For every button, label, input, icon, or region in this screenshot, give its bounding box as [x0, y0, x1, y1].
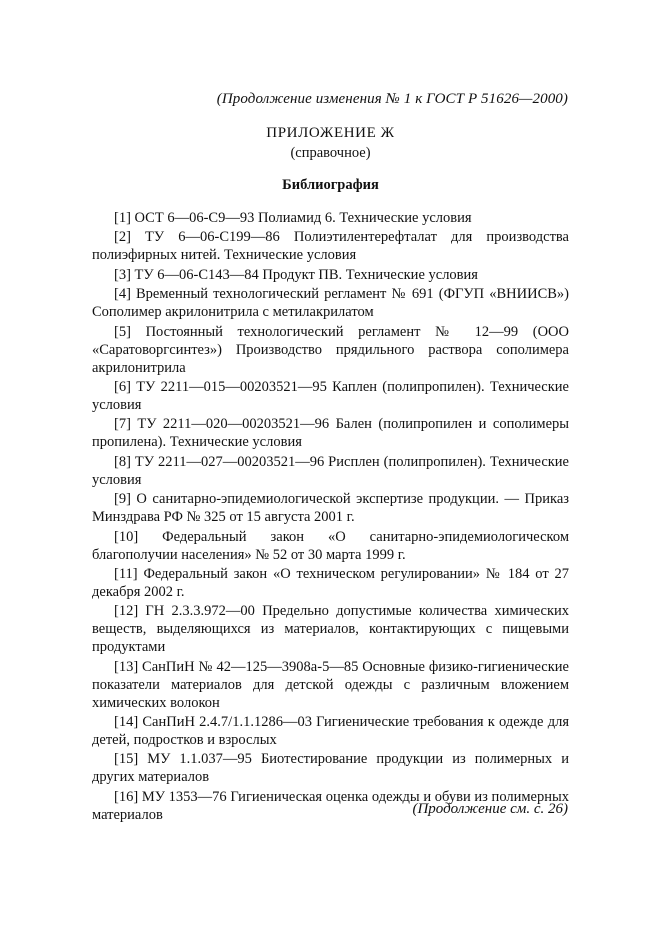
bibliography-item: [11] Федеральный закон «О техническом регулировании» № 184 от 27 декабря 2002 г. — [92, 565, 569, 600]
bibliography-item: [5] Постоянный технологический регламент № 12—99 (ООО «Саратоворгсинтез») Производство прядильного раствора сополимера акрилонитрила — [92, 323, 569, 376]
bibliography-item: [9] О санитарно-эпидемиологической экспертизе продукции. — Приказ Минздрава РФ № 325 от 15 августа 2001 г. — [92, 491, 569, 526]
bibliography-item: [16] МУ 1353—76 Гигиеническая оценка одежды и обуви из полимерных материалов — [92, 788, 569, 823]
bibliography-heading: Библиография — [282, 177, 379, 193]
bibliography-item: [15] МУ 1.1.037—95 Биотестирование продукции из полимерных и других материалов — [92, 751, 569, 786]
bibliography-item: [1] ОСТ 6—06-С9—93 Полиамид 6. Технические условия — [114, 210, 472, 226]
bibliography-list — [92, 209, 569, 825]
footer-continuation-note: (Продолжение см. с. 26) — [412, 801, 568, 817]
header-continuation-note: (Продолжение изменения № 1 к ГОСТ Р 51626—2000) — [216, 91, 568, 107]
bibliography-item: [10] Федеральный закон «О санитарно-эпидемиологическом благополучии населения» № 52 от 30 марта 1999 г. — [92, 528, 569, 563]
bibliography-item: [2] ТУ 6—06-С199—86 Полиэтилентерефталат для производства полиэфирных нитей. Технические условия — [92, 229, 569, 264]
bibliography-item: [7] ТУ 2211—020—00203521—96 Бален (полипропилен и сополимеры пропилена). Технические условия — [92, 416, 569, 451]
bibliography-item: [8] ТУ 2211—027—00203521—96 Рисплен (полипропилен). Технические условия — [92, 453, 569, 488]
bibliography-item: [4] Временный технологический регламент № 691 (ФГУП «ВНИИСВ») Сополимер акрилонитрила с метилакрилатом — [92, 286, 569, 321]
bibliography-item: [6] ТУ 2211—015—00203521—95 Каплен (полипропилен). Технические условия — [92, 378, 569, 413]
bibliography-item: [12] ГН 2.3.3.972—00 Предельно допустимые количества химических веществ, выделяющихся из материалов, контактирующих с пищевыми продуктами — [92, 603, 569, 656]
appendix-title: ПРИЛОЖЕНИЕ Ж — [266, 125, 395, 141]
bibliography-item: [13] СанПиН № 42—125—3908а-5—85 Основные физико-гигиенические показатели материалов для детской одежды с различным вложением химических волокон — [92, 658, 569, 711]
appendix-subtitle: (справочное) — [290, 145, 371, 161]
bibliography-item: [14] СанПиН 2.4.7/1.1.1286—03 Гигиенические требования к одежде для детей, подростков и взрослых — [92, 714, 569, 749]
bibliography-item: [3] ТУ 6—06-С143—84 Продукт ПВ. Технические условия — [114, 266, 478, 283]
